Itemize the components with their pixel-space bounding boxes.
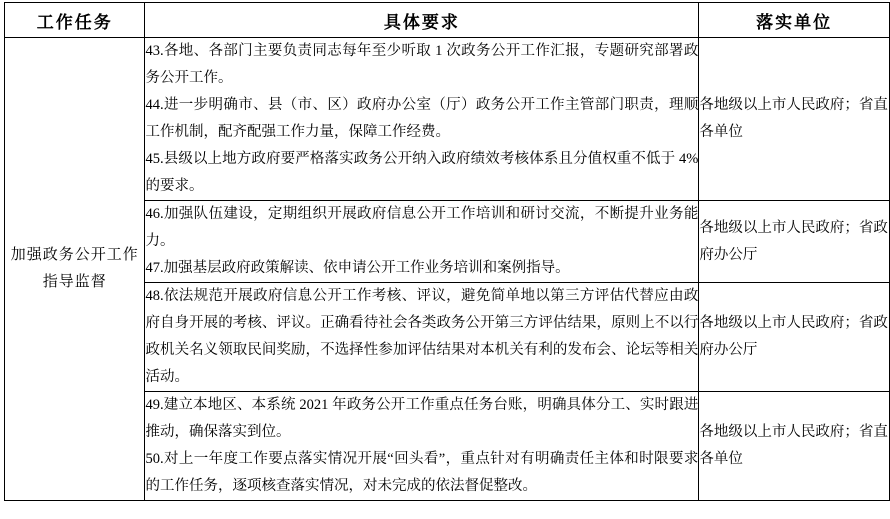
requirement-item: 48.依法规范开展政府信息公开工作考核、评议，避免简单地以第三方评估代替应由政府自身开展的考核、评议。正确看待社会各类政务公开第三方评估结果，原则上不以行政机关名义领取民间奖励，不选择性参加评估结果对本机关有利的发布会、论坛等相关活动。 (145, 288, 699, 385)
unit-cell (699, 201, 890, 283)
unit-cell (699, 283, 890, 392)
requirement-item: 44.进一步明确市、县（市、区）政府办公室（厅）政务公开工作主管部门职责，理顺工作机制，配齐配强工作力量，保障工作经费。 (145, 97, 699, 140)
unit-item: 各地级以上市人民政府；省直各单位 (699, 424, 888, 467)
requirements-table (4, 2, 890, 501)
table-row (5, 38, 890, 201)
task-group-cell (5, 38, 145, 501)
column-header-task: 工作任务 (5, 3, 145, 38)
requirement-item: 46.加强队伍建设，定期组织开展政府信息公开工作培训和研讨交流，不断提升业务能力。 (145, 206, 699, 249)
unit-item: 各地级以上市人民政府；省政府办公厅 (699, 315, 888, 358)
requirement-cell (145, 201, 699, 283)
unit-cell (699, 38, 890, 201)
column-header-requirement: 具体要求 (145, 3, 699, 38)
table-header-row (5, 3, 890, 38)
requirement-item: 49.建立本地区、本系统 2021 年政务公开工作重点任务台账，明确具体分工、实时跟进推动，确保落实到位。 (145, 397, 699, 440)
requirement-cell (145, 283, 699, 392)
requirement-cell (145, 392, 699, 501)
unit-cell (699, 392, 890, 501)
requirement-item: 45.县级以上地方政府要严格落实政务公开纳入政府绩效考核体系且分值权重不低于 4%的要求。 (145, 151, 699, 194)
unit-item: 各地级以上市人民政府；省政府办公厅 (699, 219, 888, 263)
requirement-item: 47.加强基层政府政策解读、依申请公开工作业务培训和案例指导。 (145, 260, 570, 276)
requirement-item: 50.对上一年度工作要点落实情况开展“回头看”，重点针对有明确责任主体和时限要求的工作任务，逐项核查落实情况，对未完成的依法督促整改。 (145, 451, 699, 494)
task-group-label: 加强政务公开工作指导监督 (10, 247, 139, 290)
requirement-cell (145, 38, 699, 201)
unit-item: 各地级以上市人民政府；省直各单位 (699, 97, 888, 140)
requirement-item: 43.各地、各部门主要负责同志每年至少听取 1 次政务公开工作汇报，专题研究部署政务公开工作。 (145, 43, 699, 86)
column-header-unit: 落实单位 (699, 3, 890, 38)
